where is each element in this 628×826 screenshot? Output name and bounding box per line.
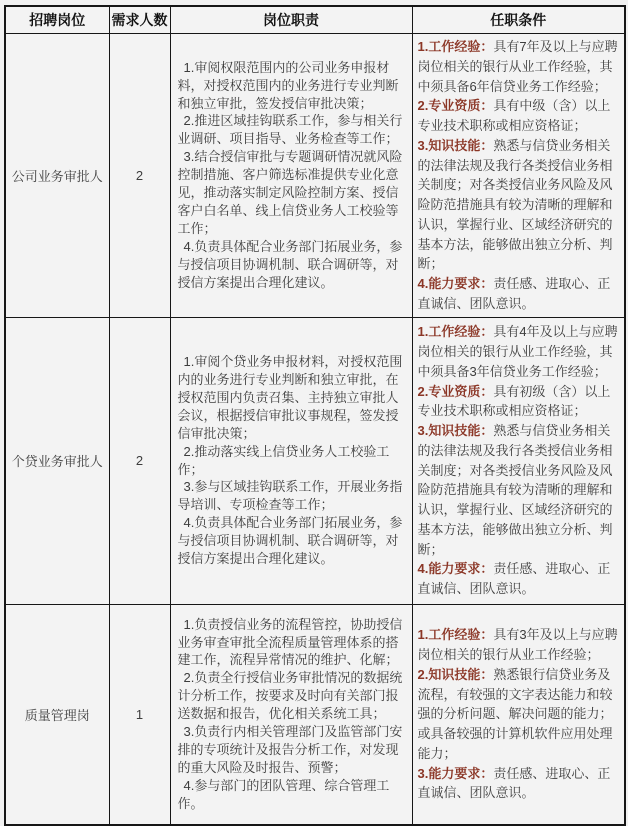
headcount-cell: 1	[109, 604, 170, 825]
requirement-text: 具有3年及以上与应聘岗位相关的银行从业工作经验；	[417, 627, 618, 663]
headcount-cell: 2	[109, 317, 170, 604]
requirements-cell	[412, 604, 625, 825]
requirement-label: 2.知识技能：	[417, 666, 494, 682]
position-cell: 公司业务审批人	[5, 34, 109, 318]
duty-item: 1.审阅权限范围内的公司业务申报材料，对授权范围内的业务进行专业判断和独立审批，签发授信审批决策；	[177, 59, 399, 111]
requirement-label: 1.工作经验：	[417, 324, 494, 340]
header-position: 招聘岗位	[5, 6, 109, 34]
requirement-item	[418, 764, 620, 804]
duty-item: 3.结合授信审批与专题调研情况就风险控制措施、客户筛选标准提供专业化意见，推动落实制定风险控制方案、授信客户白名单、线上信贷业务人工校验等工作；	[177, 149, 403, 237]
requirement-text: 具有7年及以上与应聘岗位相关的银行从业工作经验，其中须具备6年信贷业务工作经验；	[417, 39, 618, 94]
requirements-cell	[412, 34, 625, 318]
duty-item: 4.参与部门的团队管理、综合管理工作。	[177, 778, 390, 811]
requirement-item	[418, 136, 620, 274]
duty-item: 2.负责全行授信业务审批情况的数据统计分析工作，按要求及时向有关部门报送数据和报告，优化相关系统工具；	[177, 670, 403, 722]
requirement-item	[418, 37, 620, 96]
requirement-text: 具有中级（含）以上专业技术职称或相应资格证；	[417, 98, 611, 133]
requirement-text: 熟悉与信贷业务相关的法律法规及我行各类授信业务相关制度；对各类授信业务风险及风险防范措施具有较为清晰的理解和认识，掌握行业、区域经济研究的基本方法，能够做出独立分析、判断；	[417, 423, 613, 557]
requirement-label: 4.能力要求：	[417, 276, 494, 291]
requirement-text: 具有4年及以上与应聘岗位相关的银行从业工作经验，其中须具备3年信贷业务工作经验；	[417, 324, 618, 379]
requirement-item	[418, 625, 620, 665]
requirement-label: 2.专业资质：	[417, 383, 494, 399]
requirement-label: 2.专业资质：	[417, 98, 494, 114]
requirement-item	[418, 322, 620, 381]
requirement-text: 熟悉与信贷业务相关的法律法规及我行各类授信业务相关制度；对各类授信业务风险及风险防范措施具有较为清晰的理解和认识，掌握行业、区域经济研究的基本方法，能够做出独立分析、判断；	[417, 137, 613, 272]
requirements-cell	[412, 317, 625, 604]
duty-item: 4.负责具体配合业务部门拓展业务，参与授信项目协调机制、联合调研等，对授信方案提出合理化建议。	[177, 239, 403, 290]
requirement-label: 3.知识技能：	[417, 137, 494, 153]
table-row	[5, 317, 625, 604]
duties-cell	[170, 604, 412, 825]
position-cell: 质量管理岗	[5, 604, 109, 825]
requirement-item	[418, 559, 620, 599]
table-row	[5, 604, 625, 825]
requirement-item	[418, 382, 620, 422]
requirement-label: 1.工作经验：	[417, 627, 494, 643]
requirement-item	[418, 274, 620, 314]
requirement-item	[418, 421, 620, 559]
duties-cell	[170, 34, 412, 318]
headcount-cell: 2	[109, 34, 170, 318]
requirement-text: 责任感、进取心、正直诚信、团队意识。	[417, 561, 611, 596]
header-headcount: 需求人数	[109, 6, 170, 34]
requirement-text: 熟悉银行信贷业务及流程，有较强的文字表达能力和较强的分析问题、解决问题的能力；或具备较强的计算机软件应用处理能力；	[417, 666, 613, 761]
duty-item: 3.参与区域挂钩联系工作，开展业务指导培训、专项检查等工作；	[177, 479, 403, 513]
duty-item: 1.负责授信业务的流程管控，协助授信业务审查审批全流程质量管理体系的搭建工作，流程异常情况的维护、化解；	[177, 616, 403, 668]
duty-item: 3.负责行内相关管理部门及监管部门安排的专项统计及报告分析工作，对发现的重大风险及时报告、预警；	[177, 724, 403, 776]
duty-item: 1.审阅个贷业务申报材料，对授权范围内的业务进行专业判断和独立审批，在授权范围内负责召集、主持独立审批人会议，根据授信审批议事规程，签发授信审批决策；	[177, 353, 403, 441]
requirement-item	[418, 665, 620, 764]
duty-item: 2.推动落实线上信贷业务人工校验工作；	[177, 443, 390, 477]
requirement-text: 责任感、进取心、正直诚信、团队意识。	[417, 765, 611, 801]
header-duties: 岗位职责	[170, 6, 412, 34]
requirement-text: 责任感、进取心、正直诚信、团队意识。	[417, 276, 611, 311]
table-row	[5, 34, 625, 318]
requirement-label: 1.工作经验：	[417, 39, 494, 54]
position-cell: 个贷业务审批人	[5, 317, 109, 604]
duty-item: 4.负责具体配合业务部门拓展业务，参与授信项目协调机制、联合调研等，对授信方案提出合理化建议。	[177, 515, 403, 567]
requirement-label: 3.知识技能：	[417, 423, 494, 438]
requirement-label: 3.能力要求：	[417, 765, 494, 781]
recruitment-table	[4, 5, 626, 826]
requirement-label: 4.能力要求：	[417, 561, 494, 577]
table-header-row	[5, 6, 625, 34]
duty-item: 2.推进区域挂钩联系工作，参与相关行业调研、项目指导、业务检查等工作；	[177, 113, 403, 147]
requirement-item	[418, 96, 620, 136]
requirement-text: 具有初级（含）以上专业技术职称或相应资格证；	[417, 383, 611, 419]
header-requirements: 任职条件	[412, 6, 625, 34]
duties-cell	[170, 317, 412, 604]
